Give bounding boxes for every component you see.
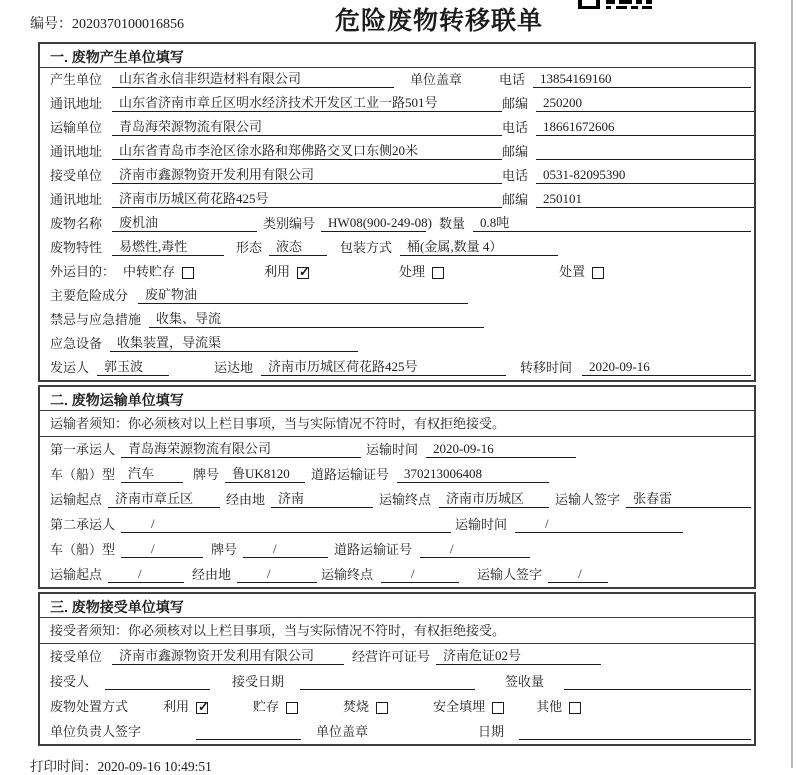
vehicle-type-value: 汽车 (121, 466, 183, 483)
first-carrier-value: 青岛海荣源物流有限公司 (121, 441, 361, 458)
transfer-date-label: 转移时间 (520, 360, 573, 375)
second-carrier-label: 第二承运人 (50, 517, 116, 532)
row-receiver-person (40, 669, 754, 694)
category-code-label: 类别编号 (263, 216, 316, 231)
plate-number-label: 牌号 (211, 542, 238, 557)
row-transport-address (40, 140, 754, 164)
postcode-value: 250200 (536, 95, 754, 112)
checkbox-storage (182, 267, 194, 279)
row-vehicle-1 (40, 462, 754, 487)
disposal-option-other (536, 699, 581, 715)
checkbox-store (286, 702, 298, 714)
endpoint-label: 运输终点 (321, 567, 374, 582)
transport-unit-label: 运输单位 (50, 120, 103, 135)
disposal-option-landfill (433, 699, 504, 715)
plate-number-value: 鲁UK8120 (225, 466, 305, 483)
option-label: 利用 (163, 699, 190, 714)
category-code-value: HW08(900-249-08) (321, 215, 426, 232)
responsible-signature-value (196, 724, 301, 740)
receiver-person-label: 接受人 (50, 674, 90, 689)
hazard-components-label: 主要危险成分 (50, 288, 129, 303)
option-label: 贮存 (253, 699, 280, 714)
disposal-option-incinerate (343, 699, 388, 715)
phone-value: 0531-82095390 (536, 167, 754, 184)
transport-unit-value: 青岛海荣源物流有限公司 (112, 119, 502, 136)
row-transfer-purpose (40, 260, 754, 284)
road-permit-label: 道路运输证号 (334, 542, 413, 557)
endpoint-value: 济南市历城区 (439, 491, 549, 508)
row-shipper (40, 356, 754, 380)
page-right-edge (791, 0, 793, 768)
disposal-option-store (253, 699, 298, 715)
carrier-signature-label: 运输人签字 (555, 492, 621, 507)
address-value: 山东省济南市章丘区明水经济技术开发区工业一路501号 (112, 95, 502, 112)
address-label: 通讯地址 (50, 192, 103, 207)
date-label: 日期 (478, 724, 505, 739)
unit-seal-label: 单位盖章 (410, 72, 463, 87)
waste-traits-value: 易燃性,毒性 (112, 239, 224, 256)
receiver-person-value (105, 674, 210, 690)
waste-name-label: 废物名称 (50, 216, 103, 231)
purpose-option-storage (123, 264, 194, 280)
vehicle-type-value: / (121, 541, 203, 558)
doc-number-label: 编号： (30, 17, 72, 32)
phone-value: 18661672606 (536, 119, 754, 136)
checkbox-utilize (297, 267, 309, 279)
checkbox-landfill (492, 702, 504, 714)
option-label: 利用 (264, 264, 291, 279)
road-permit-label: 道路运输证号 (311, 467, 390, 482)
form-state-value: 液态 (269, 239, 327, 256)
postcode-label: 邮编 (502, 144, 529, 159)
packaging-value: 桶(金属,数量 4） (400, 239, 558, 256)
option-label: 中转贮存 (123, 264, 176, 279)
origin-label: 运输起点 (50, 567, 103, 582)
transport-date-value: / (515, 516, 683, 533)
via-label: 经由地 (192, 567, 232, 582)
origin-value: 济南市章丘区 (108, 491, 220, 508)
checkbox-incinerate (376, 702, 388, 714)
via-value: / (237, 566, 317, 583)
purpose-option-treat (399, 264, 444, 280)
option-label: 焚烧 (343, 699, 370, 714)
transporter-notice: 运输者须知：你必须核对以上栏目事项，当与实际情况不符时，有权拒绝接受。 (40, 411, 754, 437)
emergency-measures-value: 收集、导流 (149, 311, 484, 328)
emergency-equipment-value: 收集装置，导流渠 (110, 335, 358, 352)
print-time (0, 749, 796, 775)
carrier-signature-value: 张春雷 (626, 491, 751, 508)
section3-heading: 三. 废物接受单位填写 (40, 594, 754, 618)
row-hazard-components (40, 284, 754, 308)
form-body (38, 42, 756, 746)
date-value (519, 724, 751, 740)
origin-label: 运输起点 (50, 492, 103, 507)
section2-heading: 二. 废物运输单位填写 (40, 387, 754, 411)
qr-code-icon (578, 0, 652, 10)
row-receiver-address (40, 188, 754, 212)
row-waste-name (40, 212, 754, 236)
first-carrier-label: 第一承运人 (50, 442, 116, 457)
transport-date-label: 运输时间 (366, 442, 419, 457)
receiver-unit-value: 济南市鑫源物资开发利用有限公司 (112, 167, 502, 184)
responsible-signature-label: 单位负责人签字 (50, 724, 142, 739)
row-vehicle-2 (40, 537, 754, 562)
carrier-signature-value: / (548, 566, 608, 583)
postcode-label: 邮编 (502, 96, 529, 111)
option-label: 安全填埋 (433, 699, 486, 714)
vehicle-type-label: 车（船）型 (50, 542, 116, 557)
section-receiver (38, 592, 756, 746)
receive-date-label: 接受日期 (232, 674, 285, 689)
print-time-value: 2020-09-16 10:49:51 (97, 759, 212, 774)
section1-heading: 一. 废物产生单位填写 (40, 44, 754, 68)
plate-number-label: 牌号 (193, 467, 220, 482)
waste-traits-label: 废物特性 (50, 240, 103, 255)
row-receiving-unit (40, 644, 754, 669)
row-receiver-unit (40, 164, 754, 188)
purpose-option-dispose (559, 264, 604, 280)
checkbox-other (569, 702, 581, 714)
page-header (0, 0, 796, 42)
row-route-2 (40, 562, 754, 587)
transfer-date-value: 2020-09-16 (582, 359, 751, 376)
license-number-value: 济南危证02号 (436, 648, 601, 665)
purpose-option-utilize (264, 264, 309, 280)
receiver-notice: 接受者须知：你必须核对以上栏目事项，当与实际情况不符时，有权拒绝接受。 (40, 618, 754, 644)
receiving-unit-value: 济南市鑫源物资开发利用有限公司 (112, 648, 344, 665)
received-quantity-value (564, 674, 751, 690)
receiving-unit-label: 接受单位 (50, 649, 103, 664)
endpoint-label: 运输终点 (379, 492, 432, 507)
section-transporter (38, 385, 756, 589)
address-value: 山东省青岛市李沧区徐水路和郑佛路交叉口东侧20米 (112, 143, 502, 160)
row-waste-traits (40, 236, 754, 260)
emergency-equipment-label: 应急设备 (50, 336, 103, 351)
option-label: 处理 (399, 264, 426, 279)
producer-unit-value: 山东省永信非织造材料有限公司 (112, 71, 394, 88)
form-title: 危险废物转移联单 (335, 7, 544, 35)
option-label: 处置 (559, 264, 586, 279)
vehicle-type-label: 车（船）型 (50, 467, 116, 482)
address-value: 济南市历城区荷花路425号 (112, 191, 502, 208)
row-responsible-signature (40, 719, 754, 744)
checkbox-utilize (196, 702, 208, 714)
print-time-label: 打印时间： (30, 759, 98, 774)
row-second-carrier (40, 512, 754, 537)
doc-number-value: 2020370100016856 (72, 17, 184, 32)
row-producer-unit (40, 68, 754, 92)
address-label: 通讯地址 (50, 96, 103, 111)
doc-number (30, 13, 184, 33)
via-value: 济南 (271, 491, 373, 508)
row-first-carrier (40, 437, 754, 462)
disposal-option-utilize (163, 699, 208, 715)
row-emergency-equipment (40, 332, 754, 356)
carrier-signature-label: 运输人签字 (477, 567, 543, 582)
origin-value: / (108, 566, 184, 583)
quantity-value: 0.8吨 (473, 215, 751, 232)
phone-label: 电话 (502, 120, 529, 135)
destination-label: 运达地 (214, 360, 254, 375)
option-label: 其他 (536, 699, 563, 714)
row-emergency-measures (40, 308, 754, 332)
transfer-purpose-label: 外运目的： (50, 264, 116, 279)
checkbox-dispose (592, 267, 604, 279)
destination-value: 济南市历城区荷花路425号 (261, 359, 506, 376)
packaging-label: 包装方式 (340, 240, 393, 255)
license-number-label: 经营许可证号 (352, 649, 431, 664)
phone-label: 电话 (499, 72, 526, 87)
received-quantity-label: 签收量 (505, 674, 545, 689)
second-carrier-value: / (121, 516, 451, 533)
transport-date-value: 2020-09-16 (426, 441, 576, 458)
shipper-label: 发运人 (50, 360, 90, 375)
section-producer (38, 42, 756, 382)
row-disposal-method (40, 694, 754, 719)
form-state-label: 形态 (236, 240, 263, 255)
plate-number-value: / (243, 541, 328, 558)
row-producer-address (40, 92, 754, 116)
postcode-label: 邮编 (502, 192, 529, 207)
transport-date-label: 运输时间 (455, 517, 508, 532)
hazard-components-value: 废矿物油 (138, 287, 468, 304)
receiver-unit-label: 接受单位 (50, 168, 103, 183)
address-label: 通讯地址 (50, 144, 103, 159)
road-permit-value: 370213006408 (397, 466, 549, 483)
phone-label: 电话 (502, 168, 529, 183)
row-transport-unit (40, 116, 754, 140)
row-route-1 (40, 487, 754, 512)
via-label: 经由地 (226, 492, 266, 507)
endpoint-value: / (381, 566, 459, 583)
disposal-method-label: 废物处置方式 (50, 699, 129, 714)
emergency-measures-label: 禁忌与应急措施 (50, 312, 142, 327)
waste-name-value: 废机油 (112, 215, 257, 232)
unit-seal-label: 单位盖章 (316, 724, 369, 739)
producer-unit-label: 产生单位 (50, 72, 103, 87)
postcode-value: 250101 (536, 191, 754, 208)
shipper-value: 郭玉波 (97, 359, 169, 376)
road-permit-value: / (420, 541, 530, 558)
quantity-label: 数量 (439, 216, 466, 231)
postcode-value (536, 144, 754, 160)
phone-value: 13854169160 (533, 71, 751, 88)
receive-date-value (300, 674, 475, 690)
checkbox-treat (432, 267, 444, 279)
